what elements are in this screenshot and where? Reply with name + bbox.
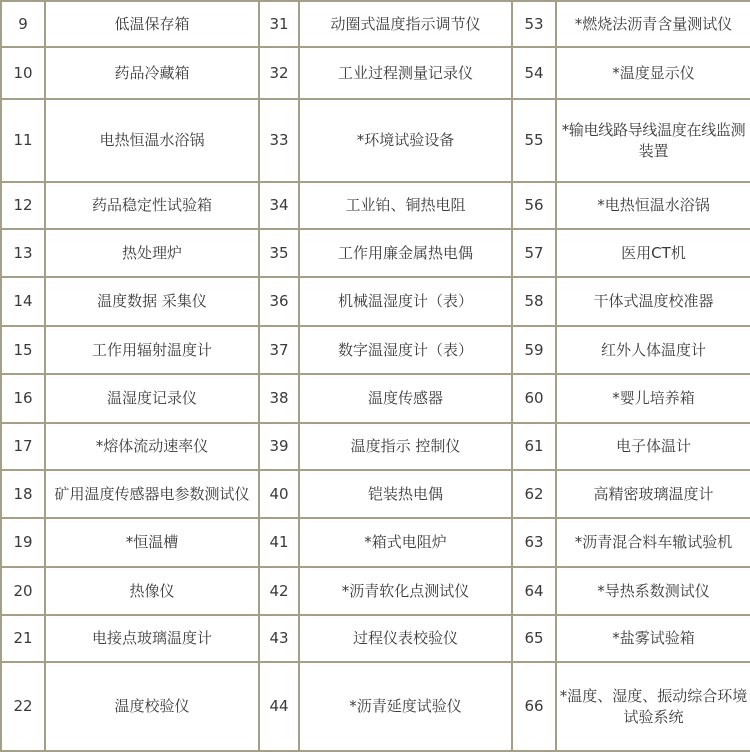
item-name: *环境试验设备 <box>299 99 512 182</box>
item-name: 热处理炉 <box>45 229 259 277</box>
table-row <box>1 1 750 47</box>
item-number: 55 <box>512 99 556 182</box>
item-name: *燃烧法沥青含量测试仪 <box>556 1 750 47</box>
table-row <box>1 99 750 182</box>
item-number: 41 <box>259 518 299 567</box>
item-name: *电热恒温水浴锅 <box>556 182 750 229</box>
item-number: 54 <box>512 47 556 99</box>
table-row <box>1 662 750 751</box>
item-number: 33 <box>259 99 299 182</box>
item-number: 22 <box>1 662 45 751</box>
item-number: 35 <box>259 229 299 277</box>
item-number: 66 <box>512 662 556 751</box>
item-number: 20 <box>1 567 45 615</box>
item-number: 39 <box>259 423 299 470</box>
item-name: 温度数据 采集仪 <box>45 277 259 326</box>
table-row <box>1 374 750 423</box>
table-row <box>1 518 750 567</box>
item-name: 干体式温度校准器 <box>556 277 750 326</box>
item-number: 63 <box>512 518 556 567</box>
item-name: 动圈式温度指示调节仪 <box>299 1 512 47</box>
item-number: 9 <box>1 1 45 47</box>
item-name: 过程仪表校验仪 <box>299 615 512 662</box>
item-number: 10 <box>1 47 45 99</box>
table-body <box>1 1 750 751</box>
item-name: 温度校验仪 <box>45 662 259 751</box>
table-row <box>1 277 750 326</box>
item-name: 工作用辐射温度计 <box>45 326 259 374</box>
item-number: 19 <box>1 518 45 567</box>
item-name: *恒温槽 <box>45 518 259 567</box>
item-number: 18 <box>1 470 45 518</box>
table-row <box>1 326 750 374</box>
item-name: 工业铂、铜热电阻 <box>299 182 512 229</box>
item-number: 37 <box>259 326 299 374</box>
item-number: 60 <box>512 374 556 423</box>
item-number: 56 <box>512 182 556 229</box>
item-number: 15 <box>1 326 45 374</box>
item-number: 64 <box>512 567 556 615</box>
item-name: 工作用廉金属热电偶 <box>299 229 512 277</box>
item-name: *箱式电阻炉 <box>299 518 512 567</box>
item-name: 数字温湿度计（表） <box>299 326 512 374</box>
table-row <box>1 229 750 277</box>
item-name: *温度显示仪 <box>556 47 750 99</box>
table-row <box>1 567 750 615</box>
item-number: 43 <box>259 615 299 662</box>
item-number: 12 <box>1 182 45 229</box>
item-name: 工业过程测量记录仪 <box>299 47 512 99</box>
item-number: 62 <box>512 470 556 518</box>
item-number: 65 <box>512 615 556 662</box>
item-number: 14 <box>1 277 45 326</box>
item-name: 铠装热电偶 <box>299 470 512 518</box>
item-number: 16 <box>1 374 45 423</box>
item-name: *婴儿培养箱 <box>556 374 750 423</box>
table-row <box>1 470 750 518</box>
item-number: 53 <box>512 1 556 47</box>
item-name: 红外人体温度计 <box>556 326 750 374</box>
item-name: 矿用温度传感器电参数测试仪 <box>45 470 259 518</box>
item-name: 低温保存箱 <box>45 1 259 47</box>
item-number: 58 <box>512 277 556 326</box>
table-row <box>1 47 750 99</box>
item-number: 59 <box>512 326 556 374</box>
item-number: 44 <box>259 662 299 751</box>
item-name: 药品稳定性试验箱 <box>45 182 259 229</box>
item-name: 电子体温计 <box>556 423 750 470</box>
item-name: *熔体流动速率仪 <box>45 423 259 470</box>
item-name: 机械温湿度计（表） <box>299 277 512 326</box>
item-name: 药品冷藏箱 <box>45 47 259 99</box>
item-name: *导热系数测试仪 <box>556 567 750 615</box>
item-number: 34 <box>259 182 299 229</box>
item-name: 电接点玻璃温度计 <box>45 615 259 662</box>
item-number: 40 <box>259 470 299 518</box>
item-number: 13 <box>1 229 45 277</box>
item-number: 38 <box>259 374 299 423</box>
item-number: 21 <box>1 615 45 662</box>
item-name: 温度指示 控制仪 <box>299 423 512 470</box>
item-number: 57 <box>512 229 556 277</box>
item-number: 11 <box>1 99 45 182</box>
item-name: 高精密玻璃温度计 <box>556 470 750 518</box>
item-name: 医用CT机 <box>556 229 750 277</box>
table-row <box>1 615 750 662</box>
table-row <box>1 423 750 470</box>
item-number: 32 <box>259 47 299 99</box>
item-name: 电热恒温水浴锅 <box>45 99 259 182</box>
item-name: 温湿度记录仪 <box>45 374 259 423</box>
item-number: 61 <box>512 423 556 470</box>
item-name: *盐雾试验箱 <box>556 615 750 662</box>
item-name: *输电线路导线温度在线监测装置 <box>556 99 750 182</box>
item-name: *温度、湿度、振动综合环境试验系统 <box>556 662 750 751</box>
item-number: 17 <box>1 423 45 470</box>
item-name: 热像仪 <box>45 567 259 615</box>
item-number: 31 <box>259 1 299 47</box>
item-number: 42 <box>259 567 299 615</box>
table-row <box>1 182 750 229</box>
item-name: 温度传感器 <box>299 374 512 423</box>
item-name: *沥青软化点测试仪 <box>299 567 512 615</box>
item-number: 36 <box>259 277 299 326</box>
item-name: *沥青延度试验仪 <box>299 662 512 751</box>
item-name: *沥青混合料车辙试验机 <box>556 518 750 567</box>
